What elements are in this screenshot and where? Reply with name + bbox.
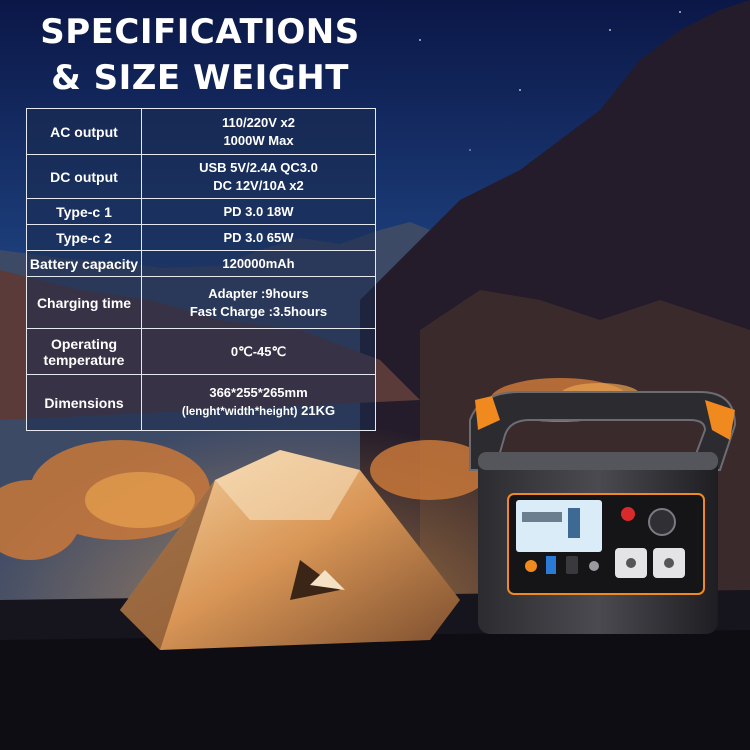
spec-value-line	[142, 402, 375, 421]
spec-value-ac-output	[142, 109, 376, 155]
spec-label-line: temperature	[43, 351, 125, 368]
weight-value: 21KG	[297, 403, 336, 418]
spec-label-dimensions: Dimensions	[27, 375, 142, 431]
spec-value-line: 110/220V x2	[221, 114, 296, 130]
spec-label-ac-output: AC output	[27, 109, 142, 155]
spec-value-type-c-1: PD 3.0 18W	[142, 199, 376, 225]
spec-label-type-c-2: Type-c 2	[27, 225, 142, 251]
spec-value-line: 1000W Max	[223, 132, 294, 148]
spec-value-operating-temperature: 0℃-45℃	[142, 329, 376, 375]
table-row	[27, 199, 376, 225]
table-row	[27, 375, 376, 431]
page-title-line-1: SPECIFICATIONS	[40, 12, 360, 52]
spec-label-line: Operating	[50, 335, 118, 352]
table-row	[27, 109, 376, 155]
spec-value-battery-capacity: 120000mAh	[142, 251, 376, 277]
dimension-order-note: (lenght*width*height)	[181, 406, 298, 418]
table-row	[27, 329, 376, 375]
spec-label-battery-capacity: Battery capacity	[27, 251, 142, 277]
spec-value-dimensions	[142, 375, 376, 431]
table-row	[27, 225, 376, 251]
spec-value-charging-time	[142, 277, 376, 329]
page-title-line-2: & SIZE WEIGHT	[51, 58, 349, 98]
spec-value-line: USB 5V/2.4A QC3.0	[199, 159, 318, 175]
spec-value-type-c-2: PD 3.0 65W	[142, 225, 376, 251]
spec-value-dc-output	[142, 155, 376, 199]
spec-value-line: Adapter :9hours	[208, 285, 309, 301]
table-row	[27, 155, 376, 199]
spec-value-line: 366*255*265mm	[209, 385, 308, 400]
table-row	[27, 251, 376, 277]
spec-label-charging-time: Charging time	[27, 277, 142, 329]
table-row	[27, 277, 376, 329]
spec-label-dc-output: DC output	[27, 155, 142, 199]
spec-value-line: Fast Charge :3.5hours	[189, 303, 328, 319]
specifications-table	[26, 108, 376, 431]
spec-label-operating-temperature	[27, 329, 142, 375]
spec-value-line: DC 12V/10A x2	[213, 177, 304, 193]
spec-label-type-c-1: Type-c 1	[27, 199, 142, 225]
